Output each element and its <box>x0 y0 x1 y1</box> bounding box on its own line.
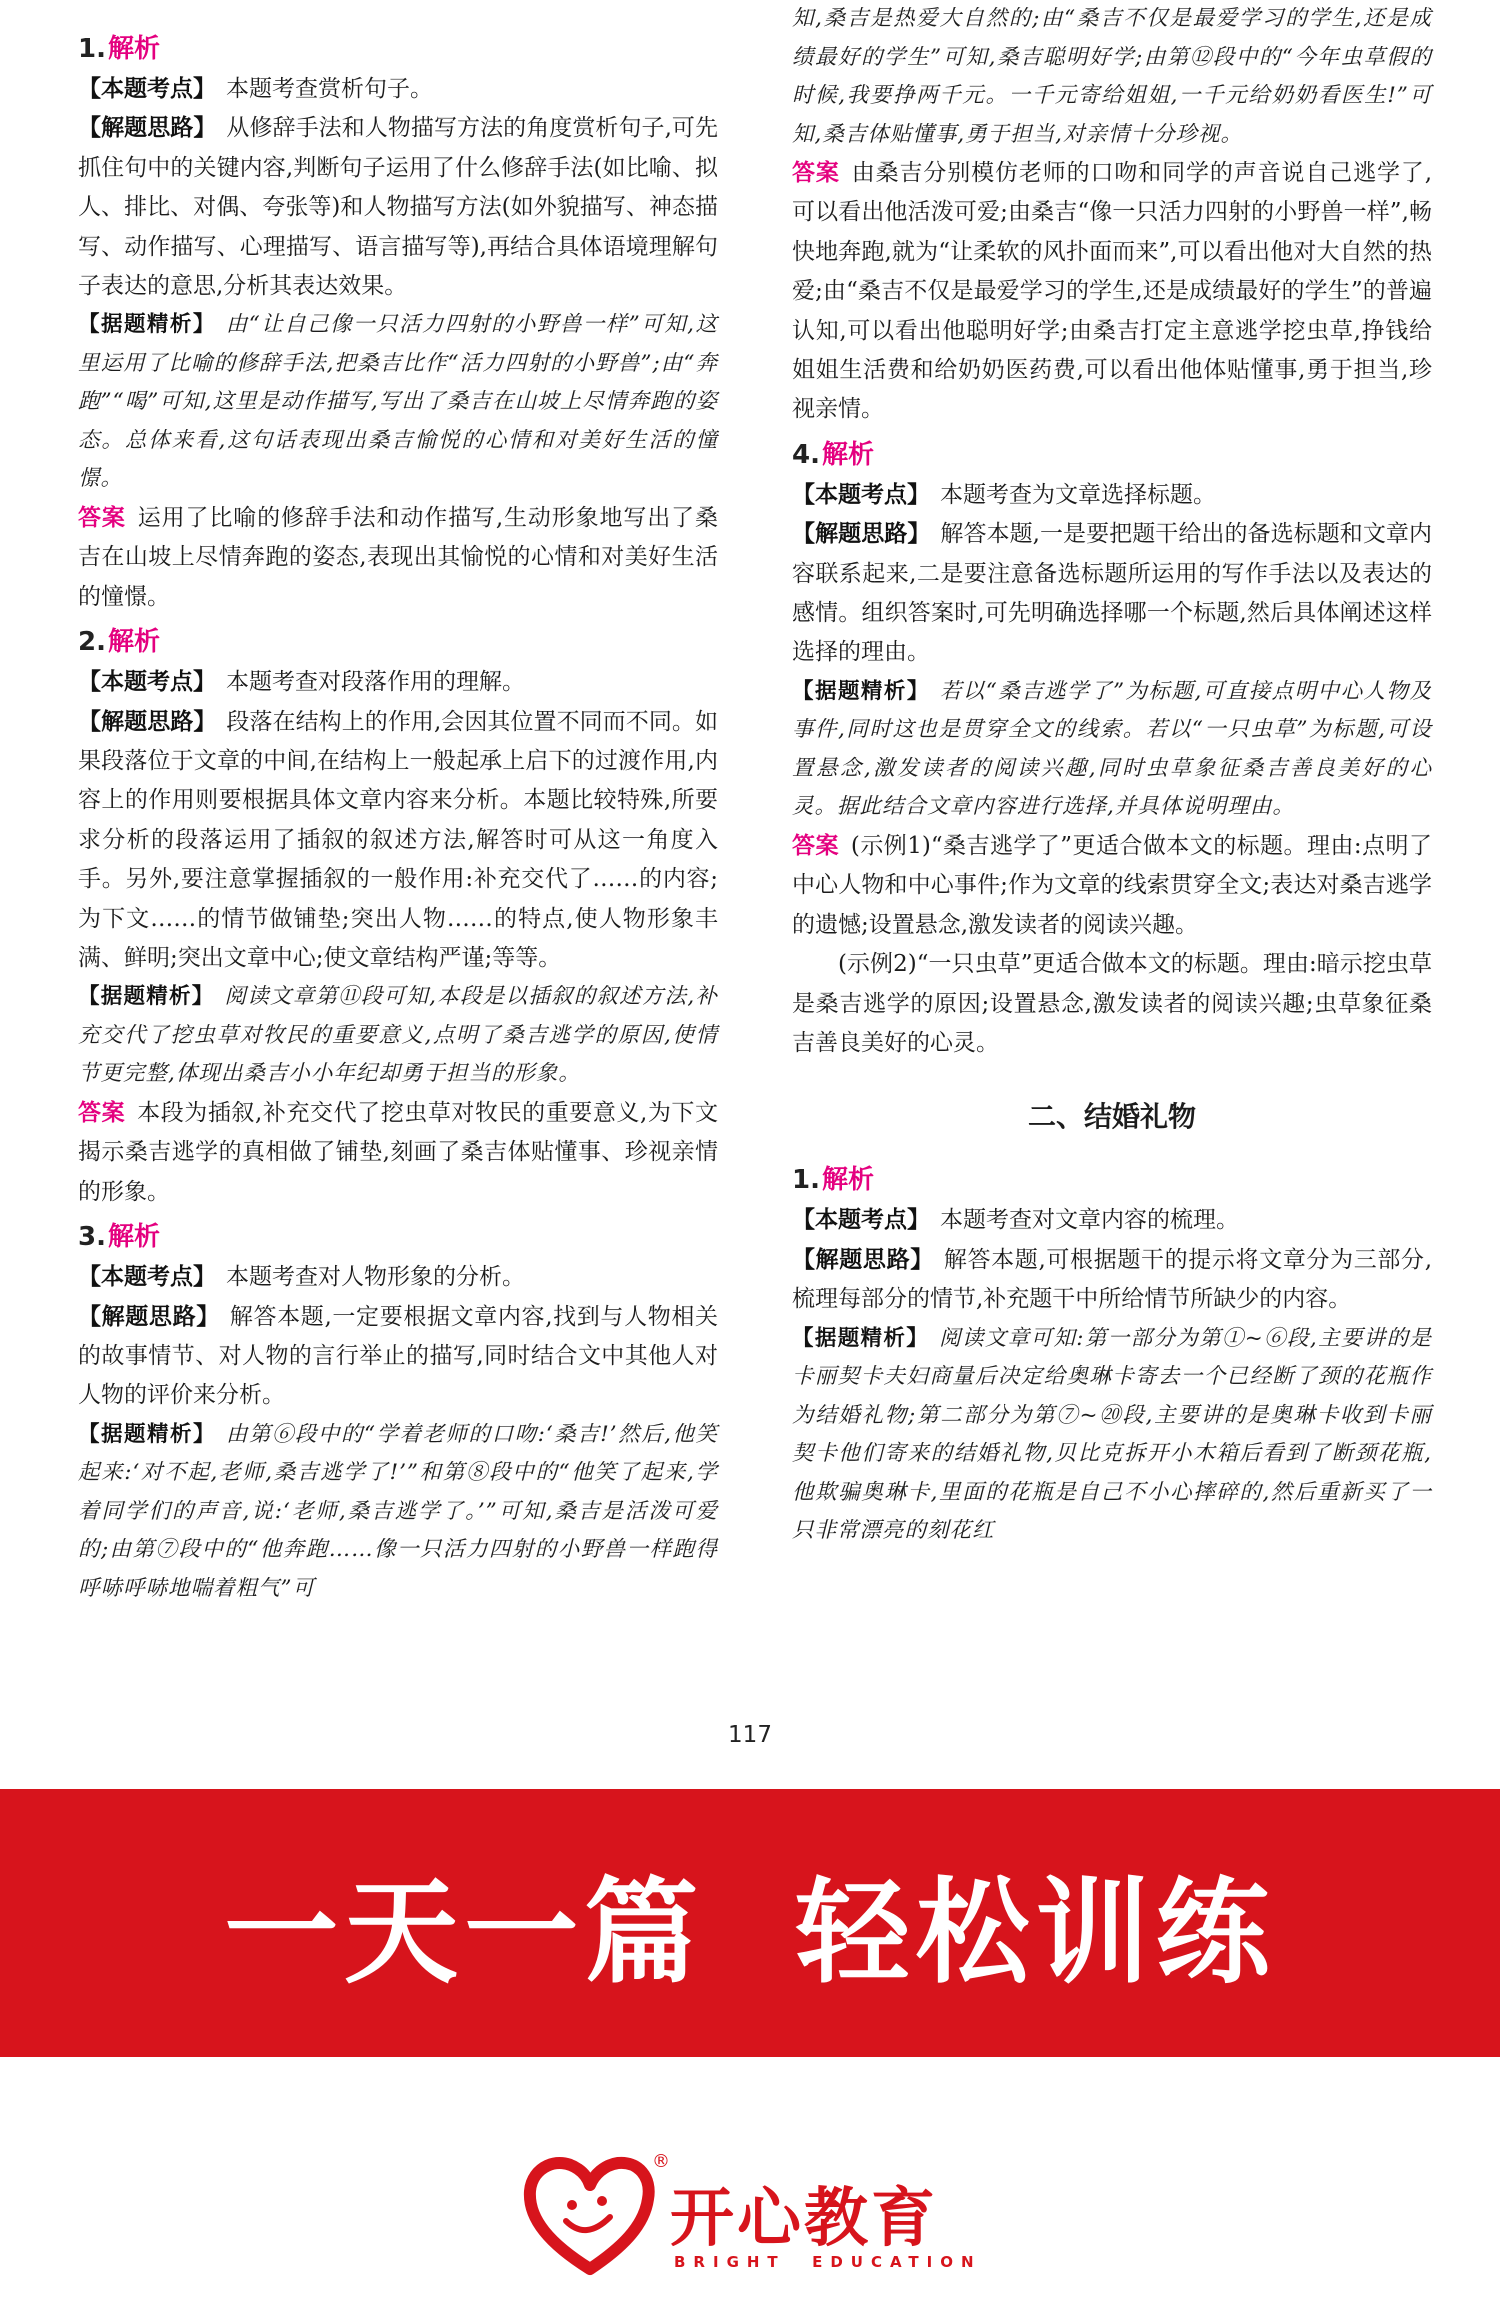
s2q1-jingxi: 【据题精析】 阅读文章可知:第一部分为第①~⑥段,主要讲的是卡丽契卡夫妇商量后决定给奥琳卡寄去一个已经断了颈的花瓶作为结婚礼物;第二部分为第⑦~⑳段,主要讲的是奥琳卡收到卡丽契卡他们寄来的结婚礼物,贝比克拆开小木箱后看到了断颈花瓶,他欺骗奥琳卡,里面的花瓶是自己不小心摔碎的,然后重新买了一只非常漂亮的刻花红 <box>792 1325 1432 1544</box>
q3-silu: 【解题思路】 解答本题,一定要根据文章内容,找到与人物相关的故事情节、对人物的言行举止的描写,同时结合文中其他人对人物的评价来分析。 <box>78 1303 719 1409</box>
q1-jingxi: 【据题精析】 由“让自己像一只活力四射的小野兽一样”可知,这里运用了比喻的修辞手法,把桑吉比作“活力四射的小野兽”;由“奔跑”“喝”可知,这里是动作描写,写出了桑吉在山坡上尽情奔跑的姿态。总体来看,这句话表现出桑吉愉悦的心情和对美好生活的憧憬。 <box>78 312 718 492</box>
s2q1-heading: 1.解析 <box>792 1165 874 1196</box>
promo-banner <box>0 1789 1500 2057</box>
left-column <box>78 0 718 1608</box>
q2-heading: 2.解析 <box>78 627 160 658</box>
q1-silu: 【解题思路】 从修辞手法和人物描写方法的角度赏析句子,可先抓住句中的关键内容,判断句子运用了什么修辞手法(如比喻、拟人、排比、对偶、夸张等)和人物描写方法(如外貌描写、神态描写、动作描写、心理描写、语言描写等),再结合具体语境理解句子表达的意思,分析其表达效果。 <box>78 115 718 300</box>
q2-kaodian: 【本题考点】 本题考查对段落作用的理解。 <box>78 669 525 696</box>
q4-answer-example-2: (示例2)“一只虫草”更适合做本文的标题。理由:暗示挖虫草是桑吉逃学的原因;设置悬念,激发读者的阅读兴趣;虫草象征桑吉善良美好的心灵。 <box>792 951 1432 1056</box>
s2q1-kaodian: 【本题考点】 本题考查对文章内容的梳理。 <box>792 1207 1239 1234</box>
section-title: 二、结婚礼物 <box>1027 1100 1196 1134</box>
logo-english-text: BRIGHT EDUCATION <box>674 2253 982 2271</box>
q3-jingxi: 【据题精析】 由第⑥段中的“学着老师的口吻:‘桑吉!’然后,他笑起来:‘对不起,老师,桑吉逃学了!’”和第⑧段中的“他笑了起来,学着同学们的声音,说:‘老师,桑吉逃学了。’”可知,桑吉是活泼可爱的;由第⑦段中的“他奔跑……像一只活力四射的小野兽一样跑得呼哧呼哧地喘着粗气”可 <box>78 1421 718 1601</box>
registered-mark: ® <box>652 2151 670 2172</box>
q1-kaodian: 【本题考点】 本题考查赏析句子。 <box>78 76 433 102</box>
banner-slogan: 一天一篇 轻松训练 <box>224 1866 1276 1999</box>
q4-heading: 4.解析 <box>792 439 874 470</box>
q4-jingxi: 【据题精析】 若以“桑吉逃学了”为标题,可直接点明中心人物及事件,同时这也是贯穿全文的线索。若以“一只虫草”为标题,可设置悬念,激发读者的阅读兴趣,同时虫草象征桑吉善良美好的心灵。据此结合文章内容进行选择,并具体说明理由。 <box>792 678 1432 820</box>
q2-answer: 答案 本段为插叙,补充交代了挖虫草对牧民的重要意义,为下文揭示桑吉逃学的真相做了铺垫,刻画了桑吉体贴懂事、珍视亲情的形象。 <box>78 1099 718 1205</box>
page-number: 117 <box>728 1722 772 1748</box>
heart-face-icon <box>520 2149 660 2279</box>
right-column <box>792 0 1432 1551</box>
q1-answer: 答案 运用了比喻的修辞手法和动作描写,生动形象地写出了桑吉在山坡上尽情奔跑的姿态,表现出其愉悦的心情和对美好生活的憧憬。 <box>78 504 719 610</box>
brand-logo <box>520 2149 980 2279</box>
q3-heading: 3.解析 <box>78 1222 160 1253</box>
q2-jingxi: 【据题精析】 阅读文章第⑪段可知,本段是以插叙的叙述方法,补充交代了挖虫草对牧民的重要意义,点明了桑吉逃学的原因,使情节更完整,体现出桑吉小小年纪却勇于担当的形象。 <box>78 984 718 1087</box>
q3-answer: 答案 由桑吉分别模仿老师的口吻和同学的声音说自己逃学了,可以看出他活泼可爱;由桑吉“像一只活力四射的小野兽一样”,畅快地奔跑,就为“让柔软的风扑面而来”,可以看出他对大自然的热爱;由“桑吉不仅是最爱学习的学生,还是成绩最好的学生”的普遍认知,可以看出他聪明好学;由桑吉打定主意逃学挖虫草,挣钱给姐姐生活费和给奶奶医药费,可以看出他体贴懂事,勇于担当,珍视亲情。 <box>792 160 1433 423</box>
footer-logo-area <box>0 2057 1500 2322</box>
q1-heading: 1.解析 <box>78 34 160 64</box>
logo-chinese-text: 开心教育 <box>670 2182 938 2256</box>
q3-jingxi-continued: 知,桑吉是热爱大自然的;由“桑吉不仅是最爱学习的学生,还是成绩最好的学生”可知,桑吉聪明好学;由第⑫段中的“今年虫草假的时候,我要挣两千元。一千元寄给姐姐,一千元给奶奶看医生!”可知,桑吉体贴懂事,勇于担当,对亲情十分珍视。 <box>792 6 1432 147</box>
q2-silu: 【解题思路】 段落在结构上的作用,会因其位置不同而不同。如果段落位于文章的中间,在结构上一般起承上启下的过渡作用,内容上的作用则要根据具体文章内容来分析。本题比较特殊,所要求分析的段落运用了插叙的叙述方法,解答时可从这一角度入手。另外,要注意掌握插叙的一般作用:补充交代了……的内容;为下文……的情节做铺垫;突出人物……的特点,使人物形象丰满、鲜明;突出文章中心;使文章结构严谨;等等。 <box>78 708 718 971</box>
q4-answer-example-1: 答案 (示例1)“桑吉逃学了”更适合做本文的标题。理由:点明了中心人物和中心事件;作为文章的线索贯穿全文;表达对桑吉逃学的遗憾;设置悬念,激发读者的阅读兴趣。 <box>792 832 1432 938</box>
q4-kaodian: 【本题考点】 本题考查为文章选择标题。 <box>792 481 1216 508</box>
q3-kaodian: 【本题考点】 本题考查对人物形象的分析。 <box>78 1264 525 1291</box>
q4-silu: 【解题思路】 解答本题,一是要把题干给出的备选标题和文章内容联系起来,二是要注意备选标题所运用的写作手法以及表达的感情。组织答案时,可先明确选择哪一个标题,然后具体阐述这样选择的理由。 <box>792 521 1432 666</box>
s2q1-silu: 【解题思路】 解答本题,可根据题干的提示将文章分为三部分,梳理每部分的情节,补充题干中所给情节所缺少的内容。 <box>792 1246 1433 1313</box>
